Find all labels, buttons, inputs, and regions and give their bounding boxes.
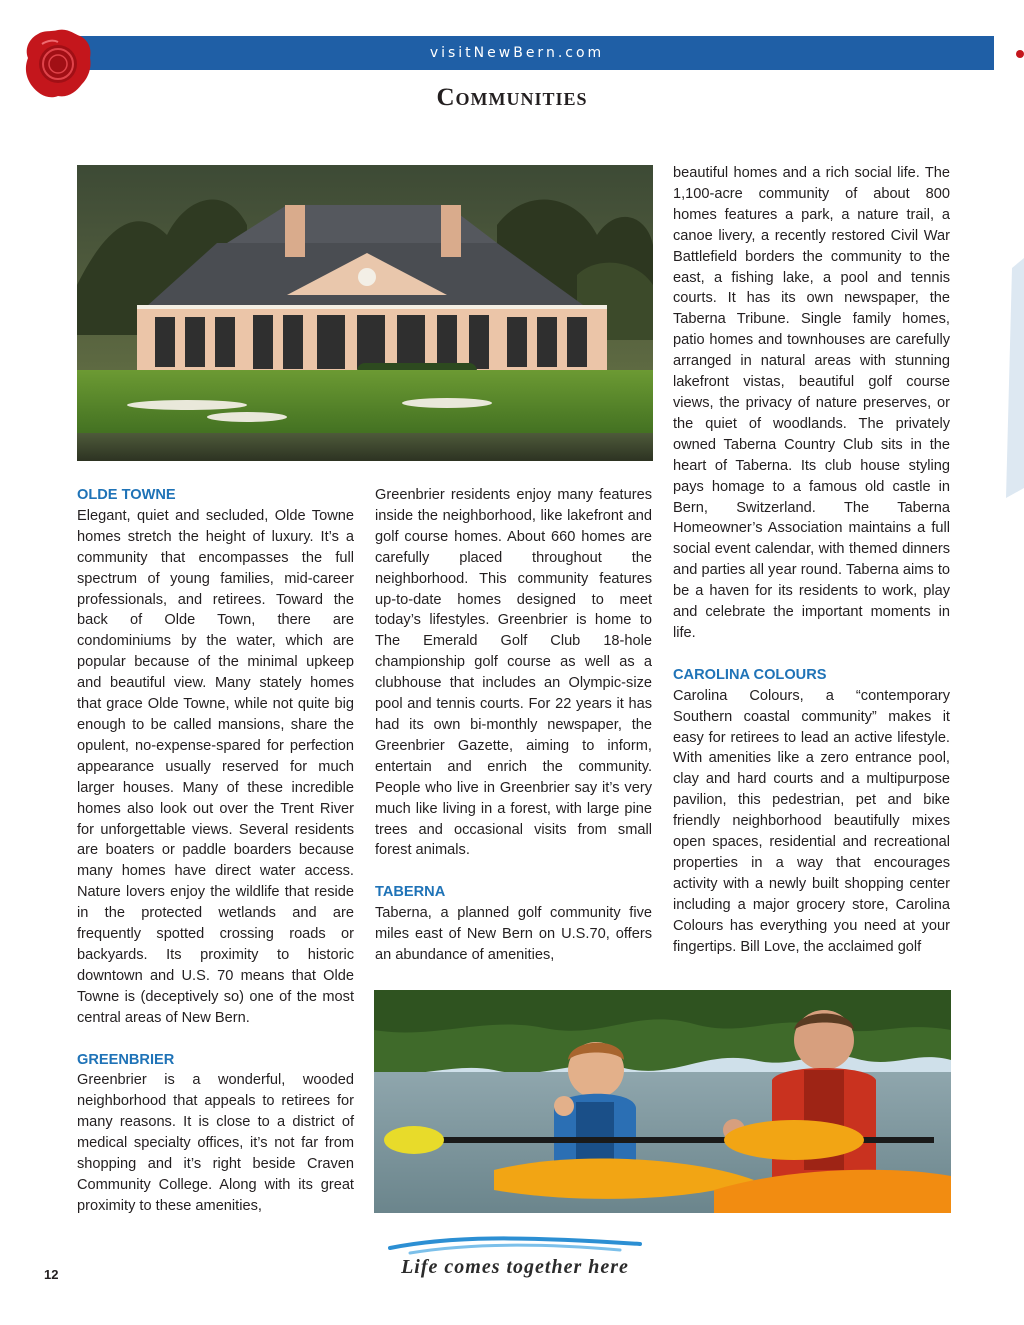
clubhouse-photo (77, 165, 653, 461)
page-edge-decoration (1006, 258, 1024, 498)
section-heading-olde-towne: OLDE TOWNE (77, 487, 176, 503)
tagline: Life comes together here (401, 1256, 629, 1278)
page-number: 12 (44, 1267, 59, 1282)
section-heading-carolina-colours: CAROLINA COLOURS (673, 666, 827, 683)
kayakers-photo (374, 990, 951, 1213)
wave-icon (380, 1234, 650, 1256)
greenbrier-body-part1: Greenbrier is a wonderful, wooded neighborhood that appeals to retirees for many reasons. It is close to a district of medical specialty offices, it’s not far from shopping and it’s right beside Craven Community College. Along with its great proximity to these amenities, (77, 1072, 354, 1214)
carolina-colours-body: Carolina Colours, a “contemporary Southern coastal community” makes it easy for retirees to lead an active lifestyle. With amenities like a zero entrance pool, clay and hard courts and a multipurpose pavilion, this pedestrian, pet and bike friendly neighborhood beautifully mixes open spaces, residential and recreational properties in a way that encourages activity with a newly built shopping center including a major grocery store, Carolina Colours has everything you need at your fingertips. Bill Love, the acclaimed golf (673, 687, 950, 955)
column-2 (375, 485, 652, 966)
taberna-body-part2: beautiful homes and a rich social life. The 1,100-acre community of about 800 homes features a park, a nature trail, a canoe livery, a recently restored Civil War Battlefield borders the community to the east, a fishing lake, a pool and tennis courts. It has its own newspaper, the Taberna Tribune. Single family homes, patio homes and townhouses are carefully arranged in natural areas with stunning lakefront vistas, beautiful golf course views, the privacy of nature preserves, or the quiet of woodlands. The privately owned Taberna Country Club sits in the heart of Taberna. Its club house styling pays homage to a famous old castle in Bern, Switzerland. The Taberna Homeowner’s Association maintains a full social event calendar, with themed dinners and parties all year round. Taberna aims to be a haven for its residents to work, play and celebrate the important moments in life. (673, 165, 950, 641)
spacer (673, 644, 950, 665)
greenbrier-body-part2: Greenbrier residents enjoy many features inside the neighborhood, like lakefront and golf course homes. About 660 homes are carefully placed throughout the neighborhood. This community features up-to-date homes designed to meet today’s lifestyles. Greenbrier is home to The Emerald Golf Club 18-hole championship golf course as well as a clubhouse that includes an Olympic-size pool and tennis courts. For 22 years it has had its own bi-monthly newspaper, the Greenbrier Gazette, aiming to inform, entertain and enrich the community. People who live in Greenbrier say it’s very much like living in a forest, with large pine trees and occasional visits from small forest animals. (375, 487, 652, 859)
spacer (375, 861, 652, 882)
spacer (77, 1029, 354, 1050)
site-url: visitNewBern.com (429, 45, 605, 61)
column-1 (77, 485, 354, 1217)
section-heading-greenbrier: GREENBRIER (77, 1051, 175, 1068)
olde-towne-body: Elegant, quiet and secluded, Olde Towne homes stretch the height of luxury. It’s a community that encompasses the full spectrum of young families, mid-career professionals, and retirees. Toward the back of Olde Town, there are condominiums by the water, which are popular because of the minimal upkeep and beautiful view. Many stately homes that grace Olde Towne, while not quite big enough to be called mansions, share the opulent, no-expense-spared for perfection appearance usually reserved for much larger houses. Many of these incredible homes also look out over the Trent River for unforgettable views. Several residents are boaters or paddle boarders because many homes have direct water access. Nature lovers enjoy the wildlife that reside in the protected wetlands and are frequently spotted crossing roads or backyards. Its proximity to historic downtown and U.S. 70 means that Olde Towne is (deceptively so) one of the most central areas of New Bern. (77, 507, 354, 1026)
page-title: Communities (436, 84, 588, 111)
column-3 (673, 163, 950, 958)
tagline-logo (380, 1234, 650, 1284)
edge-dot (1016, 50, 1024, 58)
section-heading-taberna: TABERNA (375, 884, 446, 901)
taberna-body-part1: Taberna, a planned golf community five miles east of New Bern on U.S.70, offers an abundance of amenities, (375, 905, 652, 964)
